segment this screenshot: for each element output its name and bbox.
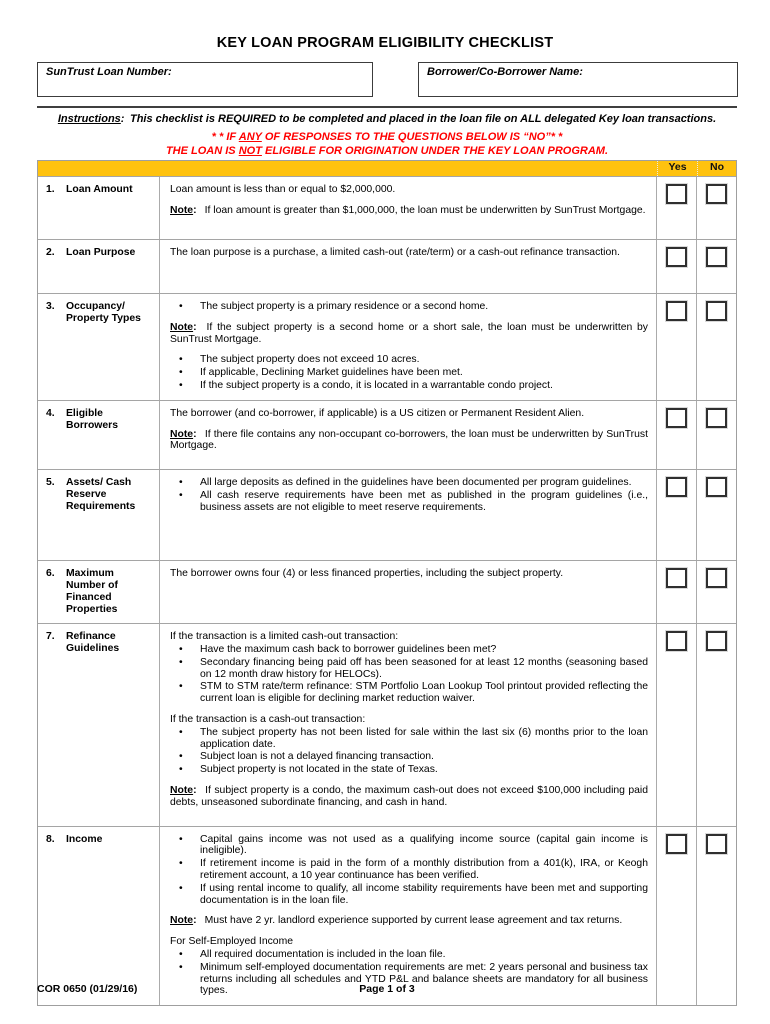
table-row bbox=[38, 293, 736, 400]
bullet-item bbox=[170, 657, 648, 681]
bullet-item bbox=[170, 490, 648, 514]
no-checkbox[interactable] bbox=[706, 408, 727, 428]
bullet-text: Minimum self-employed documentation requirements are met: 2 years personal and business tax returns including all schedules and YTD P&L and balance sheets are mandatory for all business types. bbox=[200, 961, 648, 997]
bullet-item bbox=[170, 764, 648, 776]
row-topic-label: Assets/ Cash Reserve Requirements bbox=[66, 477, 136, 512]
bullet-icon: • bbox=[179, 301, 183, 312]
warning-any-underlined: ANY bbox=[238, 131, 262, 143]
bullet-item bbox=[170, 644, 648, 656]
bullet-item bbox=[170, 949, 648, 961]
paragraph: Loan amount is less than or equal to $2,000,000. bbox=[170, 184, 396, 195]
row-description-cell bbox=[160, 240, 657, 293]
yes-checkbox[interactable] bbox=[666, 301, 687, 321]
note-colon: : bbox=[193, 915, 205, 927]
row-topic-label: Maximum Number of Financed Properties bbox=[66, 568, 118, 615]
row-topic-cell bbox=[38, 561, 160, 623]
row-description-cell bbox=[160, 827, 657, 1006]
bullet-icon: • bbox=[179, 764, 183, 776]
bullet-icon: • bbox=[179, 354, 183, 366]
row-topic-cell bbox=[38, 827, 160, 1006]
bullet-item bbox=[170, 380, 648, 392]
paragraph: If the transaction is a limited cash-out transaction: bbox=[170, 631, 399, 643]
paragraph: The borrower owns four (4) or less financed properties, including the subject property. bbox=[170, 568, 564, 580]
note-colon: : bbox=[193, 428, 205, 440]
no-cell bbox=[697, 470, 736, 560]
note-colon: : bbox=[193, 784, 206, 796]
bullet-item bbox=[170, 681, 648, 705]
row-topic-cell bbox=[38, 470, 160, 560]
row-topic-label: Loan Purpose bbox=[66, 247, 136, 258]
bullet-icon: • bbox=[179, 477, 183, 489]
bullet-icon: • bbox=[179, 367, 183, 379]
note-text: If there file contains any non-occupant co-borrowers, the loan must be underwritten by SunTrust Mortgage. bbox=[170, 428, 648, 452]
table-row bbox=[38, 469, 736, 560]
bullet-text: Subject property is not located in the state of Texas. bbox=[200, 764, 438, 776]
bullet-text: If retirement income is paid in the form of a monthly distribution from a 401(k), IRA, or Keogh retirement account, a 10 year continuance has been verified. bbox=[200, 858, 648, 881]
bullet-text: All required documentation is included in the loan file. bbox=[200, 948, 446, 960]
note-colon: : bbox=[193, 204, 205, 216]
footer-form-code: COR 0650 (01/29/16) bbox=[37, 983, 138, 995]
table-row bbox=[38, 826, 736, 1006]
warning-not-underlined: NOT bbox=[238, 144, 262, 157]
yes-checkbox[interactable] bbox=[666, 477, 687, 497]
yes-checkbox[interactable] bbox=[666, 247, 687, 267]
bullet-text: Subject loan is not a delayed financing transaction. bbox=[200, 751, 434, 763]
row-number: 3. bbox=[46, 301, 55, 312]
horizontal-divider bbox=[37, 106, 737, 108]
bullet-text: The subject property has not been listed for sale within the last six (6) months prior to the loan application date. bbox=[200, 726, 648, 750]
note-text: If the subject property is a second home or a short sale, the loan must be underwritten by SunTrust Mortgage. bbox=[170, 321, 649, 345]
no-cell bbox=[697, 401, 736, 469]
note-label: Note bbox=[170, 784, 194, 796]
bullet-icon: • bbox=[179, 681, 183, 693]
note-colon: : bbox=[193, 321, 207, 333]
bullet-text: All large deposits as defined in the guidelines have been documented per program guidelines. bbox=[200, 477, 632, 489]
row-number: 7. bbox=[46, 631, 55, 643]
row-description-cell bbox=[160, 624, 657, 825]
no-checkbox[interactable] bbox=[706, 301, 727, 321]
bullet-icon: • bbox=[179, 726, 183, 738]
row-description-cell bbox=[160, 401, 657, 469]
yes-checkbox[interactable] bbox=[666, 834, 687, 854]
bullet-icon: • bbox=[179, 751, 183, 763]
note-paragraph bbox=[170, 322, 648, 346]
instructions-line bbox=[30, 113, 744, 125]
bullet-text: STM to STM rate/term refinance: STM Portfolio Loan Lookup Tool printout provided reflecting the current loan is eligible for declining market reduction waiver. bbox=[200, 681, 648, 705]
yes-cell bbox=[657, 401, 697, 469]
no-checkbox[interactable] bbox=[706, 834, 727, 854]
row-number: 4. bbox=[46, 407, 55, 419]
bullet-text: If the subject property is a condo, it is located in a warrantable condo project. bbox=[200, 379, 553, 391]
warning-block bbox=[37, 131, 737, 158]
row-number: 6. bbox=[46, 568, 55, 580]
note-text: If subject property is a condo, the maximum cash-out does not exceed $100,000 including paid debts, unseasoned subordinate financing, and cash in hand. bbox=[170, 784, 649, 808]
table-row bbox=[38, 560, 736, 623]
bullet-item bbox=[170, 477, 648, 489]
bullet-item bbox=[170, 367, 648, 379]
checklist-table bbox=[37, 160, 737, 1006]
checklist-rows bbox=[38, 176, 736, 1005]
row-description-cell bbox=[160, 294, 657, 400]
bullet-text: The subject property is a primary residence or a second home. bbox=[200, 301, 489, 312]
row-topic-cell bbox=[38, 240, 160, 293]
row-number: 5. bbox=[46, 477, 55, 489]
borrower-name-box bbox=[418, 62, 738, 97]
row-topic-label: Income bbox=[66, 833, 103, 845]
footer-page-number: Page 1 of 3 bbox=[359, 983, 415, 995]
bullet-text: If using rental income to qualify, all income stability requirements have been met and supporting documentation is in the loan file. bbox=[200, 882, 648, 906]
yes-checkbox[interactable] bbox=[666, 408, 687, 428]
table-row bbox=[38, 239, 736, 293]
note-paragraph bbox=[170, 205, 648, 217]
row-description-cell bbox=[160, 561, 657, 623]
row-description-cell bbox=[160, 470, 657, 560]
no-cell bbox=[697, 827, 736, 1006]
yes-cell bbox=[657, 561, 697, 623]
no-checkbox[interactable] bbox=[706, 631, 727, 651]
row-topic-cell bbox=[38, 401, 160, 469]
loan-number-box bbox=[37, 62, 373, 97]
no-cell bbox=[697, 561, 736, 623]
bullet-icon: • bbox=[179, 489, 183, 501]
loan-number-label: SunTrust Loan Number: bbox=[46, 66, 172, 78]
paragraph: The borrower (and co-borrower, if applicable) is a US citizen or Permanent Resident Alien. bbox=[170, 407, 585, 419]
bullet-item bbox=[170, 751, 648, 763]
row-topic-cell bbox=[38, 624, 160, 825]
instructions-text: This checklist is REQUIRED to be completed and placed in the loan file on ALL delegated Key loan transactions. bbox=[129, 113, 717, 125]
bullet-text: Capital gains income was not used as a qualifying income source (capital gain income is ineligible). bbox=[200, 833, 648, 857]
bullet-item bbox=[170, 883, 648, 907]
bullet-text: If applicable, Declining Market guidelines have been met. bbox=[200, 367, 463, 379]
table-header bbox=[38, 161, 736, 176]
bullet-icon: • bbox=[179, 833, 183, 845]
page-title: KEY LOAN PROGRAM ELIGIBILITY CHECKLIST bbox=[216, 35, 554, 51]
header-topic-spacer bbox=[38, 161, 160, 176]
note-label: Note bbox=[170, 915, 194, 927]
no-cell bbox=[697, 177, 736, 239]
no-cell bbox=[697, 624, 736, 825]
row-description-cell bbox=[160, 177, 657, 239]
yes-cell bbox=[657, 470, 697, 560]
row-number: 8. bbox=[46, 833, 55, 845]
bullet-text: Secondary financing being paid off has been seasoned for at least 12 months (seasoning based on 12 month draw history for HELOCs). bbox=[200, 656, 648, 680]
table-row bbox=[38, 176, 736, 239]
yes-checkbox[interactable] bbox=[666, 631, 687, 651]
bullet-icon: • bbox=[179, 961, 183, 973]
loan-number-input[interactable] bbox=[38, 79, 372, 95]
bullet-item bbox=[170, 727, 648, 751]
bullet-icon: • bbox=[179, 379, 183, 391]
table-row bbox=[38, 400, 736, 469]
row-topic-label: Occupancy/ Property Types bbox=[66, 301, 141, 324]
row-number: 2. bbox=[46, 247, 55, 258]
row-topic-cell bbox=[38, 177, 160, 239]
bullet-item bbox=[170, 858, 648, 882]
bullet-item bbox=[170, 354, 648, 366]
header-desc-spacer bbox=[160, 161, 657, 176]
row-topic-label: Loan Amount bbox=[66, 184, 133, 195]
borrower-name-input[interactable] bbox=[419, 79, 737, 95]
bullet-text: Have the maximum cash back to borrower guidelines been met? bbox=[200, 643, 497, 655]
bullet-text: All cash reserve requirements have been met as published in the program guidelines (i.e., business assets are not eligible to meet reserve requirements. bbox=[200, 489, 648, 513]
row-number: 1. bbox=[46, 184, 55, 195]
note-label: Note bbox=[170, 204, 194, 216]
yes-cell bbox=[657, 624, 697, 825]
note-text: If loan amount is greater than $1,000,000, the loan must be underwritten by SunTrust Mortgage. bbox=[204, 204, 646, 216]
bullet-icon: • bbox=[179, 858, 183, 870]
no-column-header: No bbox=[697, 161, 736, 176]
yes-column-header: Yes bbox=[657, 161, 697, 176]
paragraph: The loan purpose is a purchase, a limited cash-out (rate/term) or a cash-out refinance transaction. bbox=[170, 247, 620, 258]
no-cell bbox=[697, 294, 736, 400]
warning-line-2: THE LOAN IS NOT ELIGIBLE FOR ORIGINATION UNDER THE KEY LOAN PROGRAM. bbox=[165, 144, 609, 157]
paragraph: If the transaction is a cash-out transaction: bbox=[170, 713, 366, 725]
note-paragraph bbox=[170, 915, 648, 927]
instructions-label: Instructions bbox=[57, 113, 121, 125]
note-label: Note bbox=[170, 428, 194, 440]
bullet-text: The subject property does not exceed 10 acres. bbox=[200, 354, 420, 366]
no-checkbox[interactable] bbox=[706, 184, 727, 204]
note-paragraph bbox=[170, 785, 648, 809]
no-checkbox[interactable] bbox=[706, 247, 727, 267]
borrower-name-label: Borrower/Co-Borrower Name: bbox=[427, 66, 583, 78]
yes-cell bbox=[657, 294, 697, 400]
note-label: Note bbox=[170, 321, 194, 333]
table-row bbox=[38, 623, 736, 825]
warning-line-1: * * IF ANY OF RESPONSES TO THE QUESTIONS BELOW IS “NO”* * bbox=[211, 131, 563, 143]
no-cell bbox=[697, 240, 736, 293]
row-topic-label: Refinance Guidelines bbox=[66, 631, 120, 654]
bullet-icon: • bbox=[179, 656, 183, 668]
row-topic-label: Eligible Borrowers bbox=[66, 407, 118, 431]
no-checkbox[interactable] bbox=[706, 568, 727, 588]
yes-checkbox[interactable] bbox=[666, 184, 687, 204]
bullet-icon: • bbox=[179, 882, 183, 894]
paragraph: For Self-Employed Income bbox=[170, 936, 294, 948]
yes-cell bbox=[657, 177, 697, 239]
no-checkbox[interactable] bbox=[706, 477, 727, 497]
bullet-icon: • bbox=[179, 948, 183, 960]
note-paragraph bbox=[170, 429, 648, 453]
bullet-item bbox=[170, 301, 648, 313]
note-text: Must have 2 yr. landlord experience supported by current lease agreement and tax returns. bbox=[204, 915, 623, 927]
instructions-colon: : bbox=[120, 113, 130, 125]
bullet-item bbox=[170, 834, 648, 858]
row-topic-cell bbox=[38, 294, 160, 400]
yes-checkbox[interactable] bbox=[666, 568, 687, 588]
yes-cell bbox=[657, 240, 697, 293]
bullet-icon: • bbox=[179, 643, 183, 655]
yes-cell bbox=[657, 827, 697, 1006]
